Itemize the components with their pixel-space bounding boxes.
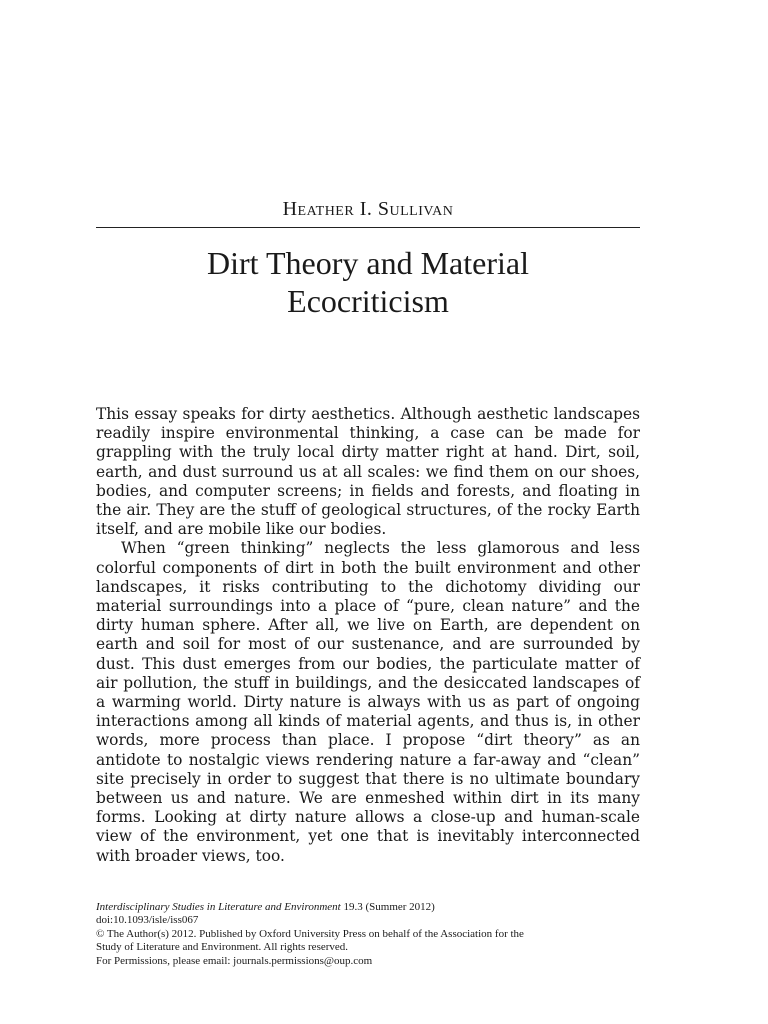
title-line-1: Dirt Theory and Material bbox=[207, 245, 529, 281]
copyright-line-2: Study of Literature and Environment. All rights reserved. bbox=[96, 941, 349, 954]
doi: doi:10.1093/isle/iss067 bbox=[96, 914, 199, 927]
abstract-body bbox=[96, 405, 640, 866]
author-name: Heather I. Sullivan bbox=[282, 198, 454, 220]
article-title bbox=[96, 244, 640, 320]
journal-name: Interdisciplinary Studies in Literature and Environment bbox=[96, 901, 341, 913]
title-line-2: Ecocriticism bbox=[287, 283, 449, 319]
article-page bbox=[96, 0, 640, 1024]
journal-issue: 19.3 (Summer 2012) bbox=[340, 901, 435, 913]
copyright-line-1: © The Author(s) 2012. Published by Oxford University Press on behalf of the Association for the bbox=[96, 927, 524, 940]
paragraph-2: When “green thinking” neglects the less glamorous and less colorful components of dirt in both the built environment and other landscapes, it risks contributing to the dichotomy dividing our material surroundings into a place of “pure, clean nature” and the dirty human sphere. After all, we live on Earth, are dependent on earth and soil for most of our sustenance, and are surrounded by dust. This dust emerges from our bodies, the particulate matter of air pollution, the stuff in buildings, and the desiccated landscapes of a warming world. Dirty nature is always with us as part of ongoing interactions among all kinds of material agents, and thus is, in other words, more process than place. I propose “dirt theory” as an antidote to nostalgic views rendering nature a far-away and “clean” site precisely in order to suggest that there is no ultimate boundary between us and nature. We are enmeshed within dirt in its many forms. Looking at dirty nature allows a close-up and human-scale view of the environment, yet one that is inevitably interconnected with broader views, too. bbox=[96, 539, 640, 865]
journal-citation bbox=[96, 901, 640, 914]
paragraph-1: This essay speaks for dirty aesthetics. Although aesthetic landscapes readily inspire environmental thinking, a case can be made for grappling with the truly local dirty matter right at hand. Dirt, soil, earth, and dust surround us at all scales: we find them on our shoes, bodies, and computer screens; in fields and forests, and floating in the air. They are the stuff of geological structures, of the rocky Earth itself, and are mobile like our bodies. bbox=[96, 405, 640, 539]
footer-notes bbox=[96, 901, 640, 968]
title-divider bbox=[96, 227, 640, 228]
permissions-line: For Permissions, please email: journals.permissions@oup.com bbox=[96, 954, 373, 967]
